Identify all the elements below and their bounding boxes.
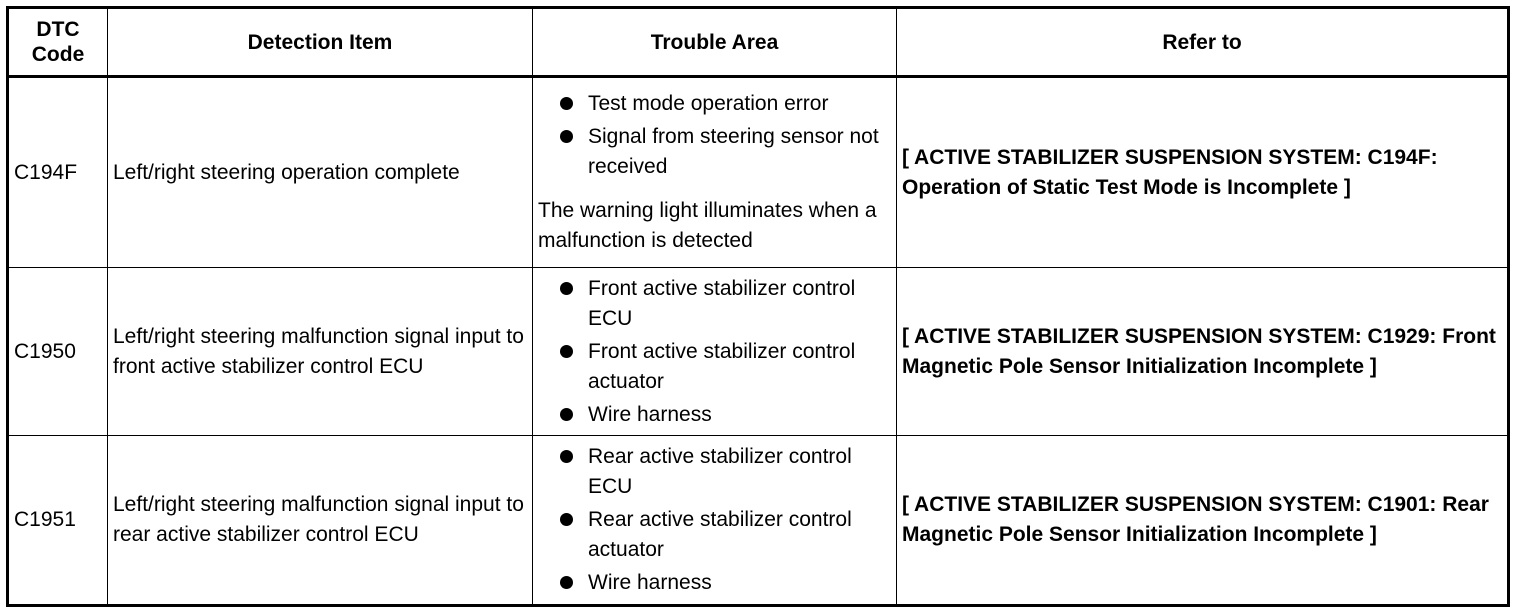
warning-light-note: The warning light illuminates when a malfunction is detected <box>538 199 877 252</box>
trouble-area-text: Rear active stabilizer control ECU <box>588 445 852 498</box>
trouble-area-text: Signal from steering sensor not received <box>588 125 879 178</box>
trouble-area-text: Test mode operation error <box>588 92 829 115</box>
list-item <box>538 274 891 334</box>
detection-item-cell: Left/right steering operation complete <box>108 77 533 268</box>
trouble-area-cell <box>533 77 897 268</box>
list-item <box>538 89 891 119</box>
list-item <box>538 337 891 397</box>
bullet-icon <box>560 450 573 463</box>
dtc-table <box>6 6 1510 607</box>
detection-item-cell: Left/right steering malfunction signal input to front active stabilizer control ECU <box>108 268 533 436</box>
detection-item-cell: Left/right steering malfunction signal input to rear active stabilizer control ECU <box>108 436 533 606</box>
trouble-area-text: Front active stabilizer control ECU <box>588 276 856 330</box>
header-dtc-code-line1: DTC <box>36 18 80 41</box>
list-item <box>538 442 891 502</box>
header-dtc-code-line2: Code <box>31 43 85 66</box>
header-dtc-code <box>8 8 108 77</box>
table-row <box>8 436 1509 606</box>
table-row <box>8 268 1509 436</box>
refer-to-cell: [ ACTIVE STABILIZER SUSPENSION SYSTEM: C1929: Front Magnetic Pole Sensor Initialization Incomplete ] <box>897 268 1509 436</box>
trouble-area-text: Wire harness <box>588 402 712 426</box>
list-item <box>538 400 891 430</box>
trouble-area-list <box>538 442 891 598</box>
table-row <box>8 77 1509 268</box>
trouble-area-list <box>538 89 891 182</box>
trouble-area-cell <box>533 436 897 606</box>
refer-to-cell: [ ACTIVE STABILIZER SUSPENSION SYSTEM: C1901: Rear Magnetic Pole Sensor Initialization Incomplete ] <box>897 436 1509 606</box>
header-refer-to: Refer to <box>897 8 1509 77</box>
trouble-area-list <box>538 274 891 430</box>
bullet-icon <box>560 130 573 143</box>
table-header-row <box>8 8 1509 77</box>
trouble-area-text: Front active stabilizer control actuator <box>588 339 856 393</box>
refer-to-cell: [ ACTIVE STABILIZER SUSPENSION SYSTEM: C194F: Operation of Static Test Mode is Incomplete ] <box>897 77 1509 268</box>
bullet-icon <box>560 576 573 589</box>
dtc-code-cell: C1951 <box>8 436 108 606</box>
dtc-code-cell: C194F <box>8 77 108 268</box>
bullet-icon <box>560 97 573 110</box>
list-item <box>538 568 891 598</box>
bullet-icon <box>560 282 573 295</box>
header-trouble-area: Trouble Area <box>533 8 897 77</box>
header-detection-item: Detection Item <box>108 8 533 77</box>
bullet-icon <box>560 513 573 526</box>
trouble-area-cell <box>533 268 897 436</box>
bullet-icon <box>560 408 573 421</box>
trouble-area-text: Wire harness <box>588 571 712 594</box>
list-item <box>538 122 891 182</box>
bullet-icon <box>560 345 573 358</box>
dtc-code-cell: C1950 <box>8 268 108 436</box>
list-item <box>538 505 891 565</box>
trouble-area-text: Rear active stabilizer control actuator <box>588 508 852 561</box>
